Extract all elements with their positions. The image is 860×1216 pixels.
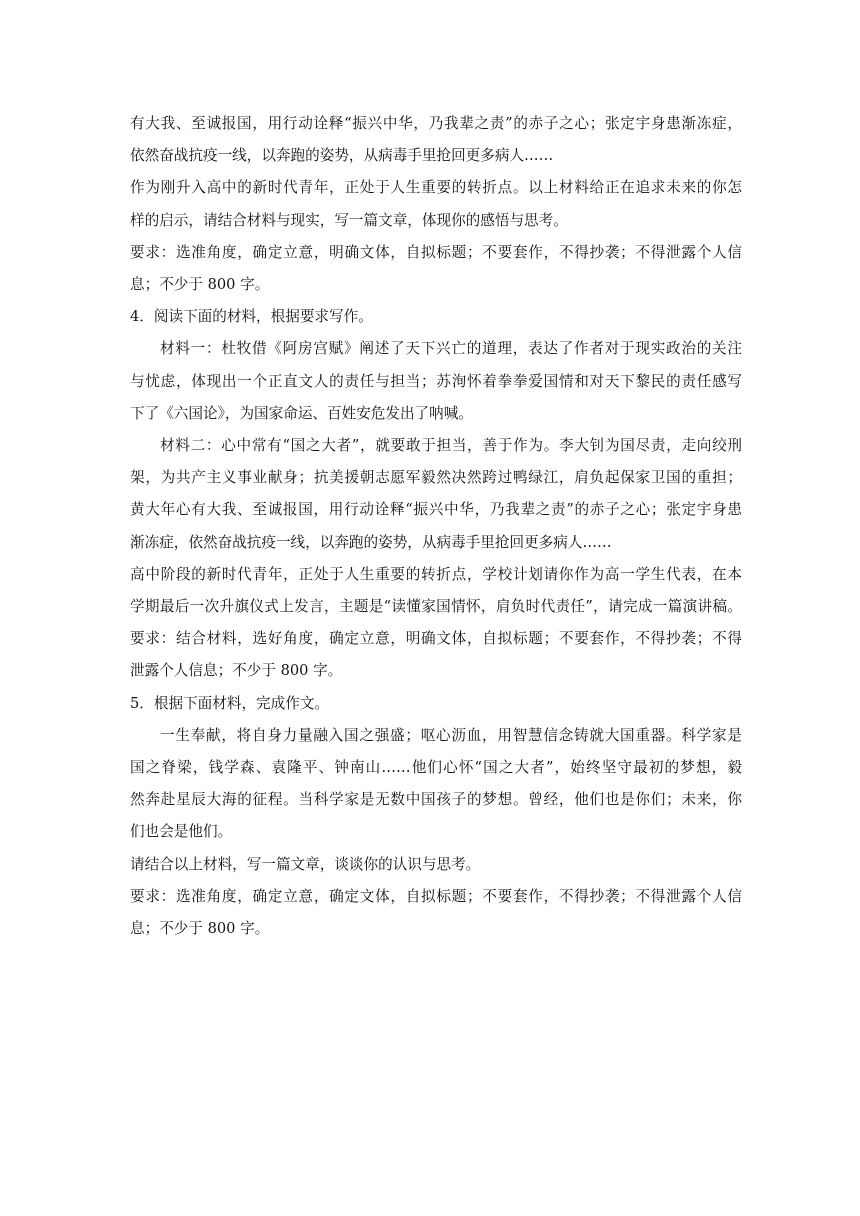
q4-material-one [130, 333, 742, 430]
text-line: 材料二：心中常有“国之大者”，就要敢于担当，善于作为。李大钊为国尽责，走向绞刑 [160, 437, 742, 455]
text-line: 国之脊梁，钱学森、袁隆平、钟南山……他们心怀“国之大者”，始终坚守最初的梦想，毅 [130, 759, 742, 777]
text-line: 渐冻症，依然奋战抗疫一线，以奔跑的姿势，从病毒手里抢回更多病人…… [130, 533, 612, 551]
text-line: 要求：结合材料，选好角度，确定立意，明确文体，自拟标题；不要套作，不得抄袭；不得 [130, 630, 742, 648]
text-line: 依然奋战抗疫一线，以奔跑的姿势，从病毒手里抢回更多病人…… [130, 147, 554, 165]
q5-heading: 5．根据下面材料，完成作文。 [130, 694, 330, 712]
q4-prompt [130, 559, 742, 623]
text-line: 一生奉献，将自身力量融入国之强盛；呕心沥血，用智慧信念铸就大国重器。科学家是 [160, 726, 742, 744]
q3-requirements [130, 237, 742, 301]
text-line: 息；不少于 800 字。 [130, 276, 270, 294]
q5-prompt: 请结合以上材料，写一篇文章，谈谈你的认识与思考。 [130, 855, 481, 873]
text-line: 高中阶段的新时代青年，正处于人生重要的转折点，学校计划请你作为高一学生代表，在本 [130, 565, 742, 583]
text-line: 泄露个人信息；不少于 800 字。 [130, 662, 343, 680]
text-line: 学期最后一次升旗仪式上发言，主题是“读懂家国情怀，肩负时代责任”，请完成一篇演讲稿。 [130, 598, 742, 616]
text-line: 黄大年心有大我、至诚报国，用行动诠释“振兴中华，乃我辈之责”的赤子之心；张定宇身患 [130, 501, 742, 519]
text-line: 息；不少于 800 字。 [130, 920, 270, 938]
text-line: 架，为共产主义事业献身；抗美援朝志愿军毅然决然跨过鸭绿江，肩负起保家卫国的重担； [130, 469, 742, 487]
text-line: 与忧虑，体现出一个正直文人的责任与担当；苏洵怀着拳拳爱国情和对天下黎民的责任感写 [130, 372, 742, 390]
text-line: 有大我、至诚报国，用行动诠释“振兴中华，乃我辈之责”的赤子之心；张定宇身患渐冻症， [130, 115, 742, 132]
text-line: 作为刚升入高中的新时代青年，正处于人生重要的转折点。以上材料给正在追求未来的你怎 [130, 179, 742, 197]
q3-material-tail [130, 108, 742, 172]
text-line: 要求：选准角度，确定立意，确定文体，自拟标题；不要套作，不得抄袭；不得泄露个人信 [130, 887, 742, 905]
exam-page [130, 108, 742, 945]
text-line: 材料一：杜牧借《阿房宫赋》阐述了天下兴亡的道理，表达了作者对于现实政治的关注 [160, 340, 742, 358]
q5-material [130, 720, 742, 849]
q4-material-two [130, 430, 742, 559]
text-line: 下了《六国论》，为国家命运、百姓安危发出了呐喊。 [130, 404, 473, 422]
text-line: 然奔赴星辰大海的征程。当科学家是无数中国孩子的梦想。曾经，他们也是你们；未来，你 [130, 791, 742, 809]
text-line: 要求：选准角度，确定立意，明确文体，自拟标题；不要套作，不得抄袭；不得泄露个人信 [130, 243, 742, 261]
text-line: 样的启示，请结合材料与现实，写一篇文章，体现你的感悟与思考。 [130, 211, 568, 229]
q4-requirements [130, 623, 742, 687]
text-line: 们也会是他们。 [130, 823, 233, 841]
q4-heading: 4．阅读下面的材料，根据要求写作。 [130, 308, 373, 326]
q3-prompt [130, 172, 742, 236]
q5-requirements [130, 881, 742, 945]
